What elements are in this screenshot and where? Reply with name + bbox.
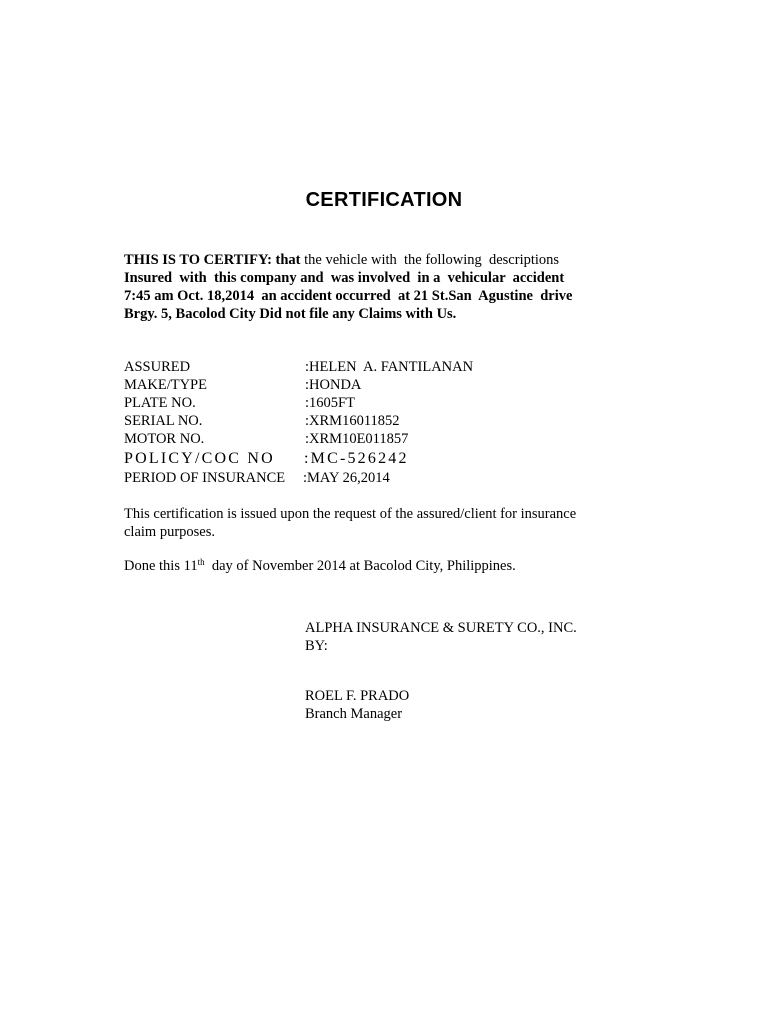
detail-label: PLATE NO.	[124, 395, 196, 411]
detail-label: MAKE/TYPE	[124, 377, 207, 393]
certify-lead: THIS IS TO CERTIFY: that	[124, 252, 301, 268]
detail-label: MOTOR NO.	[124, 431, 205, 447]
certify-lead-rest: the vehicle with the following descriptions	[300, 252, 560, 268]
signatory-name: ROEL F. PRADO	[305, 688, 410, 704]
purpose-paragraph: This certification is issued upon the request of the assured/client for insurance claim purposes.	[124, 506, 577, 540]
statement-line-1	[124, 251, 604, 269]
done-text-start: Done this 11	[124, 558, 198, 574]
detail-value: :MC-526242	[304, 450, 409, 467]
document-title: CERTIFICATION	[305, 189, 463, 211]
detail-value: :XRM16011852	[305, 413, 400, 429]
detail-label: PERIOD OF INSURANCE	[124, 470, 286, 486]
signatory-block	[305, 687, 409, 723]
done-text-end: day of November 2014 at Bacolod City, Philippines.	[204, 558, 516, 574]
detail-value: :HONDA	[305, 377, 362, 393]
by-label: BY:	[305, 638, 328, 654]
company-block	[305, 619, 577, 655]
detail-label: SERIAL NO.	[124, 413, 203, 429]
statement-line-3: 7:45 am Oct. 18,2014 an accident occurred at 21 St.San Agustine drive	[124, 288, 573, 304]
detail-label: ASSURED	[124, 359, 191, 375]
statement-line-2: Insured with this company and was involved in a vehicular accident	[124, 270, 565, 286]
detail-value: :XRM10E011857	[305, 431, 409, 447]
done-date-paragraph	[124, 557, 604, 575]
company-name: ALPHA INSURANCE & SURETY CO., INC.	[305, 620, 577, 636]
detail-value: :MAY 26,2014	[303, 470, 390, 486]
statement-line-4: Brgy. 5, Bacolod City Did not file any Claims with Us.	[124, 306, 457, 322]
detail-label: POLICY/COC NO	[124, 450, 275, 467]
ordinal-suffix: th	[197, 557, 205, 567]
signatory-position: Branch Manager	[305, 706, 403, 722]
detail-value: :1605FT	[305, 395, 355, 411]
detail-value: :HELEN A. FANTILANAN	[305, 359, 474, 375]
certification-statement	[124, 251, 604, 323]
